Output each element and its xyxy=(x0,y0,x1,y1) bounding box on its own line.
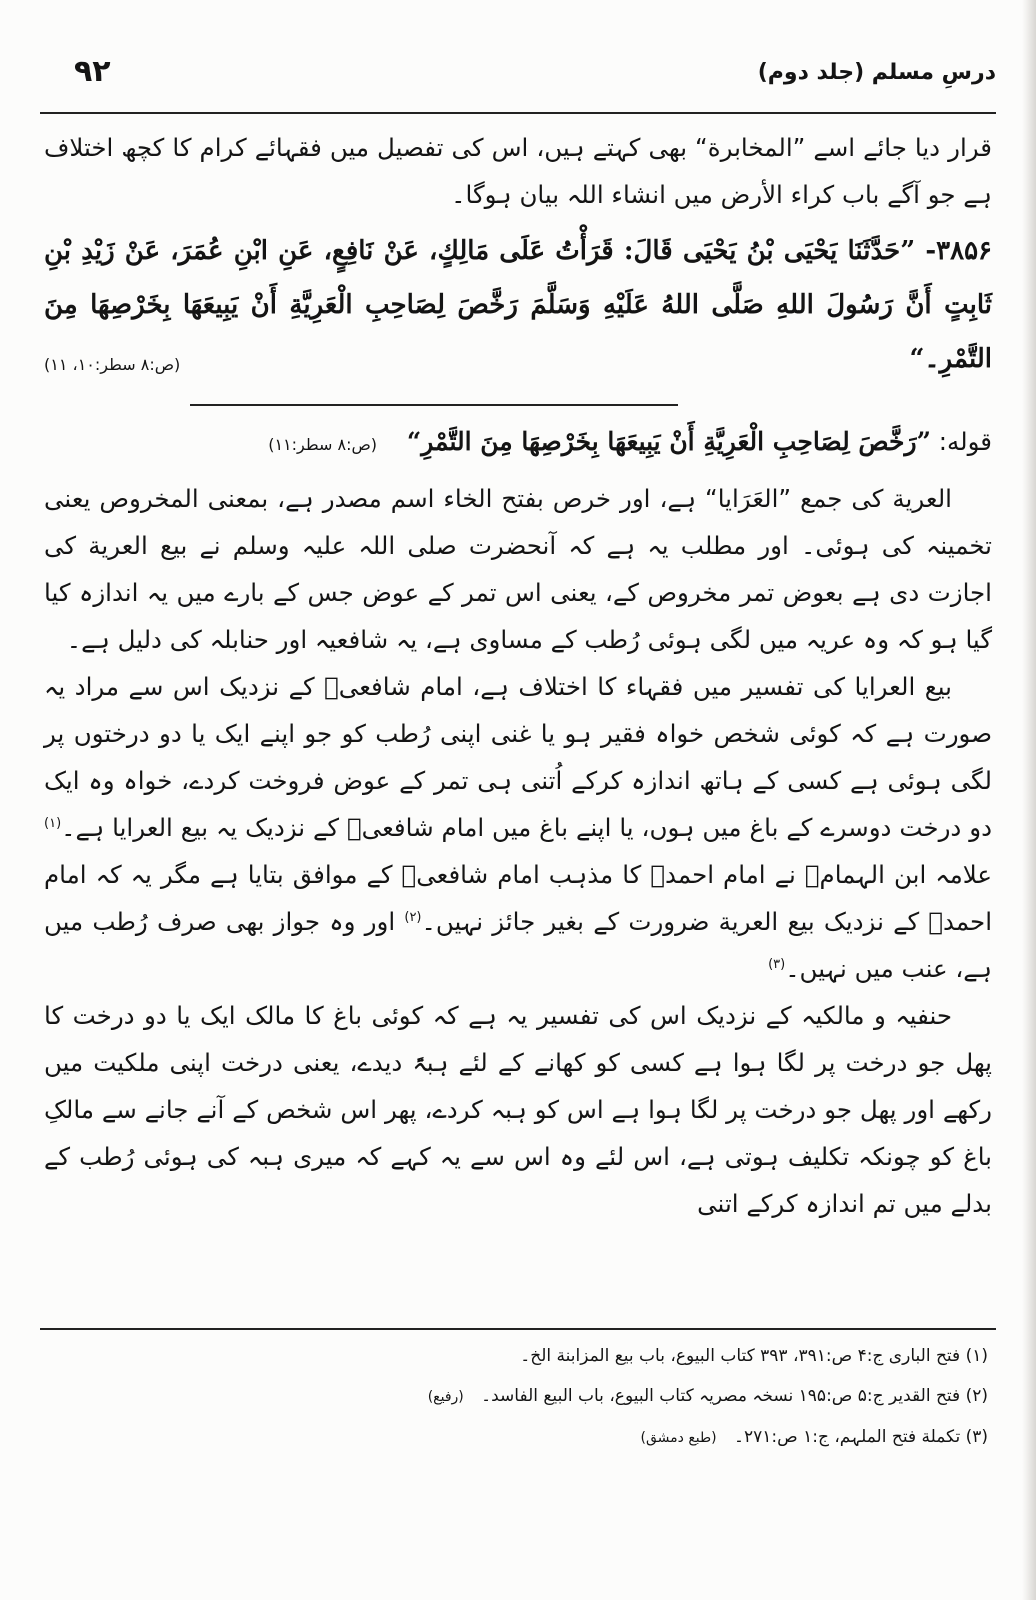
shafii-view-text: بیع العرایا کی تفسیر میں فقہاء کا اختلاف ہے، امام شافعیؒ کے نزدیک اس سے مراد یہ صورت ہے کہ کوئی شخص خواہ فقیر ہو یا غنی اپنی رُطب کو جو اپنے ایک یا دو درختوں پر لگی ہوئی ہے کسی کے ہاتھ اندازہ کرکے اُتنی ہی تمر کے عوض فروخت کردے، خواہ وہ ایک دو درخت دوسرے کے باغ میں ہوں، یا اپنے باغ میں امام شافعیؒ کے نزدیک یہ بیع العرایا ہے۔ xyxy=(44,672,992,842)
footnote-2-text: (۲) فتح القدیر ج:۵ ص:۱۹۵ نسخہ مصریہ کتاب البیوع، باب البیع الفاسد۔ xyxy=(481,1386,988,1406)
footnote-marker-2[interactable]: (۲) xyxy=(404,909,422,925)
main-text xyxy=(44,124,992,1227)
qawluhu-label: قوله: xyxy=(938,427,992,456)
footnote-3-note: (طبع دمشق) xyxy=(640,1430,717,1446)
header-rule xyxy=(40,112,996,114)
paragraph-hanafi-maliki-view: حنفیہ و مالکیہ کے نزدیک اس کی تفسیر یہ ہے کہ کوئی باغ کا مالک ایک یا دو درخت کا پھل جو درخت پر لگا ہوا ہے کسی کو کھانے کے لئے ہبۃً دیدے، یعنی درخت اپنی ملکیت میں رکھے اور پھل جو درخت پر لگا ہوا ہے اس کو ہبہ کردے، پھر اس شخص کے آنے جانے سے مالکِ باغ کو چونکہ تکلیف ہوتی ہے، اس لئے وہ اس سے یہ کہے کہ میری ہبہ کی ہوئی رُطب کے بدلے میں تم اندازہ کرکے اتنی xyxy=(44,1001,992,1218)
hadith-reference: (ص:۸ سطر:۱۰، ۱۱) xyxy=(44,355,181,374)
qawluhu-arabic: ”رَخَّصَ لِصَاحِبِ الْعَرِيَّةِ أَنْ يَبِيعَهَا بِخَرْصِهَا مِنَ التَّمْرِ“ xyxy=(406,427,931,456)
footnote-2-note: (رفیع) xyxy=(427,1389,464,1405)
qawluhu-reference: (ص:۸ سطر:۱۱) xyxy=(268,435,378,454)
footnote-marker-3[interactable]: (۳) xyxy=(768,956,786,972)
footnote-2 xyxy=(48,1386,988,1407)
paragraph-ariyya-definition: العرية کی جمع ”العَرَايا“ ہے، اور خرص بفتح الخاء اسم مصدر ہے، بمعنی المخروص یعنی تخمینہ کی ہوئی۔ اور مطلب یہ ہے کہ آنحضرت صلی اللہ علیہ وسلم نے بیع العرية کی اجازت دی ہے بعوض تمر مخروص کے، یعنی اس تمر کے عوض جس کے بارے میں یہ اندازہ کیا گیا ہو کہ وہ عریہ میں لگی ہوئی رُطب کے مساوی ہے، یہ شافعیہ اور حنابلہ کی دلیل ہے۔ xyxy=(44,484,992,654)
rutab-only-text: اور وہ جواز بھی صرف رُطب میں ہے، عنب میں نہیں۔ xyxy=(44,907,992,983)
footnote-3 xyxy=(48,1427,988,1448)
running-title: درسِ مسلم (جلد دوم) xyxy=(757,60,996,85)
footnote-rule xyxy=(40,1328,996,1330)
footnote-3-text: (۳) تکملة فتح الملہم، ج:۱ ص:۲۷۱۔ xyxy=(734,1427,988,1447)
qawluhu-line xyxy=(44,416,992,471)
section-divider xyxy=(190,404,678,406)
ahmad-view-text: علامہ ابن الہمامؒ نے امام احمدؒ کا مذہب امام شافعیؒ کے موافق بتایا ہے مگر یہ کہ امام احمدؒ کے نزدیک بیع العرية ضرورت کے بغیر جائز نہیں۔ xyxy=(44,860,993,936)
spine-shadow xyxy=(1022,0,1036,1600)
hadith-arabic: ۳۸۵۶- ”حَدَّثَنَا يَحْيَى بْنُ يَحْيَى قَالَ: قَرَأْتُ عَلَى مَالِكٍ، عَنْ نَافِعٍ، عَنِ ابْنِ عُمَرَ، عَنْ زَيْدِ بْنِ ثَابِتٍ أَنَّ رَسُولَ اللهِ صَلَّى اللهُ عَلَيْهِ وَسَلَّمَ رَخَّصَ لِصَاحِبِ الْعَرِيَّةِ أَنْ يَبِيعَهَا بِخَرْصِهَا مِنَ التَّمْرِ۔“ xyxy=(44,236,992,374)
page-header xyxy=(40,52,996,108)
hadith-text xyxy=(44,224,992,386)
paragraph-intro: قرار دیا جائے اسے ”المخابرة“ بھی کہتے ہیں، اس کی تفصیل میں فقہائے کرام کا کچھ اختلاف ہے جو آگے باب کراء الأرض میں انشاء اللہ بیان ہوگا۔ xyxy=(44,133,992,209)
footnote-1 xyxy=(48,1346,988,1366)
footnote-marker-1[interactable]: (۱) xyxy=(44,815,62,831)
page-number: ۹۲ xyxy=(74,54,111,89)
footnotes xyxy=(48,1346,988,1468)
footnote-1-text: (۱) فتح الباری ج:۴ ص:۳۹۱، ۳۹۳ کتاب البیوع، باب بیع المزابنة الخ۔ xyxy=(520,1346,988,1366)
paragraph-shafii-view xyxy=(44,663,992,992)
